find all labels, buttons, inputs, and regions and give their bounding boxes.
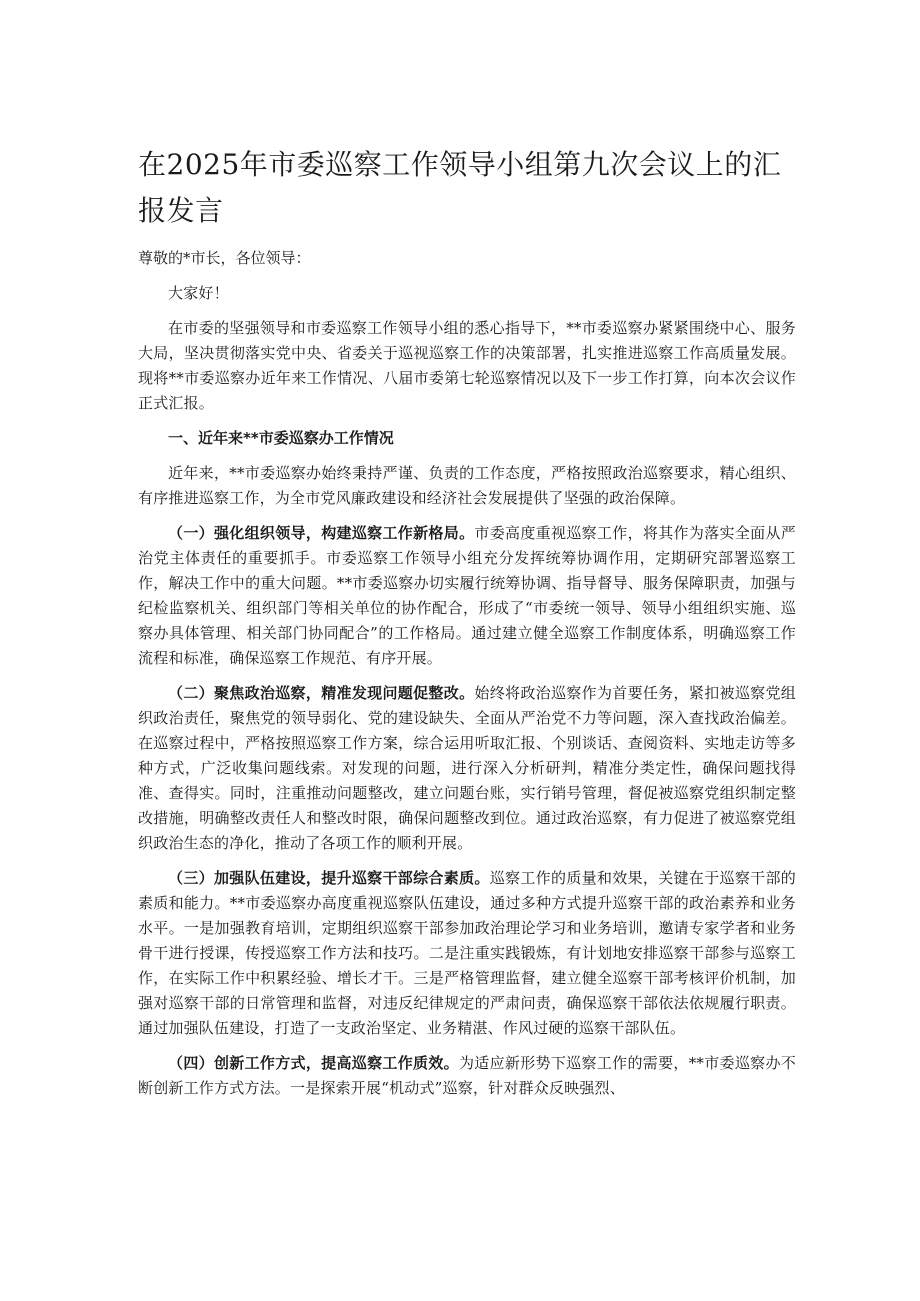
document-title: 在2025年市委巡察工作领导小组第九次会议上的汇报发言 (138, 148, 782, 227)
greeting: 大家好！ (168, 284, 229, 302)
item-paragraph-3 (138, 866, 796, 1041)
item-paragraph-1 (138, 521, 796, 671)
item-body-1: 市委高度重视巡察工作，将其作为落实全面从严治党主体责任的重要抓手。市委巡察工作领导小组充分发挥统筹协调作用，定期研究部署巡察工作，解决工作中的重大问题。**市委巡察办切实履行统筹协调、指导督导、服务保障职责，加强与纪检监察机关、组织部门等相关单位的协作配合，形成了“市委统一领导、领导小组组织实施、巡察办具体管理、相关部门协同配合”的工作格局。通过建立健全巡察工作制度体系，明确巡察工作流程和标准，确保巡察工作规范、有序开展。 (138, 524, 796, 667)
salutation: 尊敬的*市长，各位领导： (138, 249, 311, 267)
item-body-3: 巡察工作的质量和效果，关键在于巡察干部的素质和能力。**市委巡察办高度重视巡察队伍建设，通过多种方式提升巡察干部的政治素养和业务水平。一是加强教育培训，定期组织巡察干部参加政治理论学习和业务培训，邀请专家学者和业务骨干进行授课，传授巡察工作方法和技巧。二是注重实践锻炼，有计划地安排巡察干部参与巡察工作，在实际工作中积累经验、增长才干。三是严格管理监督，建立健全巡察干部考核评价机制，加强对巡察干部的日常管理和监督，对违反纪律规定的严肃问责，确保巡察干部依法依规履行职责。通过加强队伍建设，打造了一支政治坚定、业务精湛、作风过硬的巡察干部队伍。 (138, 869, 796, 1037)
item-paragraph-4 (138, 1051, 796, 1101)
item-title-3: （三）加强队伍建设，提升巡察干部综合素质。 (168, 869, 490, 887)
item-body-4: 为适应新形势下巡察工作的需要，**市委巡察办不断创新工作方式方法。一是探索开展“机动式”巡察，针对群众反映强烈、 (138, 1054, 796, 1097)
intro-paragraph: 在市委的坚强领导和市委巡察工作领导小组的悉心指导下，**市委巡察办紧紧围绕中心、服务大局，坚决贯彻落实党中央、省委关于巡视巡察工作的决策部署，扎实推进巡察工作高质量发展。现将**市委巡察办近年来工作情况、八届市委第七轮巡察情况以及下一步工作打算，向本次会议作正式汇报。 (138, 319, 796, 412)
item-body-2: 始终将政治巡察作为首要任务，紧扣被巡察党组织政治责任，聚焦党的领导弱化、党的建设缺失、全面从严治党不力等问题，深入查找政治偏差。在巡察过程中，严格按照巡察工作方案，综合运用听取汇报、个别谈话、查阅资料、实地走访等多种方式，广泛收集问题线索。对发现的问题，进行深入分析研判，精准分类定性，确保问题找得准、查得实。同时，注重推动问题整改，建立问题台账，实行销号管理，督促被巡察党组织制定整改措施，明确整改责任人和整改时限，确保问题整改到位。通过政治巡察，有力促进了被巡察党组织政治生态的净化，推动了各项工作的顺利开展。 (138, 684, 796, 852)
section-intro-paragraph: 近年来，**市委巡察办始终秉持严谨、负责的工作态度，严格按照政治巡察要求，精心组织、有序推进巡察工作，为全市党风廉政建设和经济社会发展提供了坚强的政治保障。 (138, 464, 796, 507)
item-title-2: （二）聚焦政治巡察，精准发现问题促整改。 (168, 684, 475, 702)
item-title-1: （一）强化组织领导，构建巡察工作新格局。 (168, 524, 475, 542)
document-page (138, 142, 796, 1111)
section-heading: 一、近年来**市委巡察办工作情况 (168, 429, 394, 447)
item-paragraph-2 (138, 681, 796, 856)
item-title-4: （四）创新工作方式，提高巡察工作质效。 (168, 1054, 459, 1072)
